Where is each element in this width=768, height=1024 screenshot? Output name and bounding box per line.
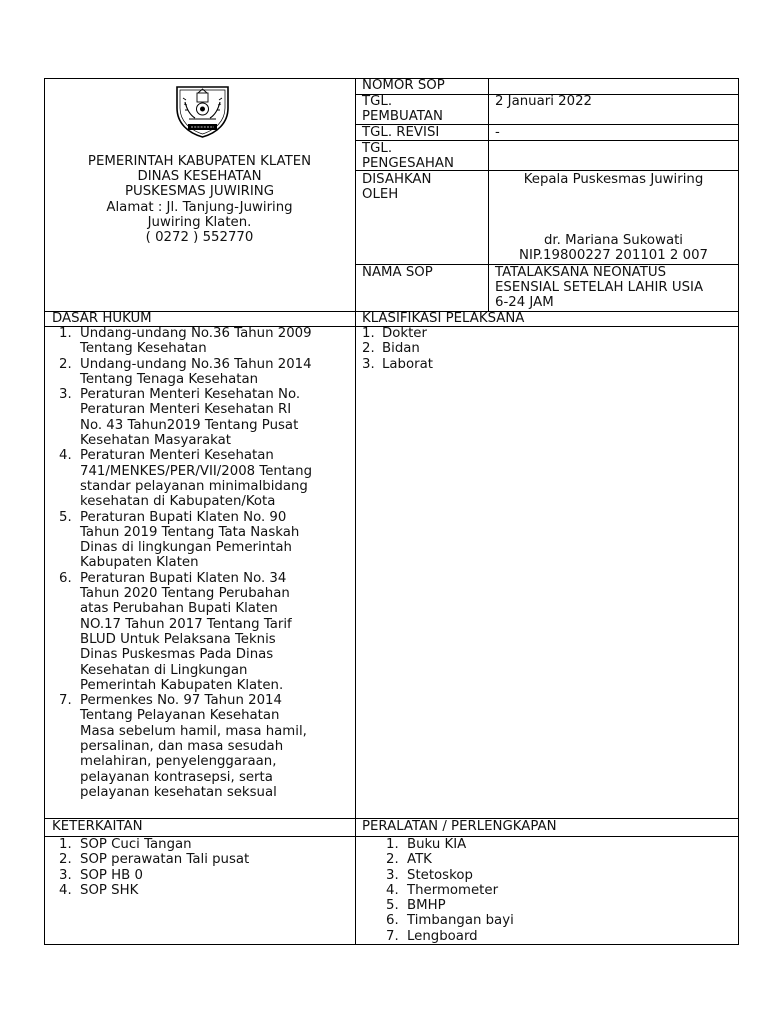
list-item bbox=[386, 852, 514, 867]
list-item-line: persalinan, dan masa sesudah bbox=[80, 739, 284, 755]
list-item bbox=[59, 837, 249, 852]
klasifikasi-list bbox=[362, 326, 433, 372]
list-item-line: Undang-undang No.36 Tahun 2014 bbox=[80, 356, 312, 372]
list-item-line: Kesehatan di Lingkungan bbox=[80, 662, 248, 678]
list-item-line: Kesehatan Masyarakat bbox=[80, 433, 231, 449]
signer-name: dr. Mariana Sukowati bbox=[543, 233, 684, 248]
list-item bbox=[386, 868, 514, 883]
list-item-number: 6. bbox=[386, 913, 399, 929]
list-item-number: 4. bbox=[59, 448, 72, 464]
government-name: PEMERINTAH KABUPATEN KLATEN bbox=[87, 154, 312, 169]
list-item-line: Peraturan Bupati Klaten No. 90 bbox=[80, 509, 287, 525]
list-item-line: pelayanan kontrasepsi, serta bbox=[80, 769, 273, 785]
list-item bbox=[386, 929, 514, 944]
list-item-number: 7. bbox=[59, 693, 72, 709]
tgl-revisi-label: TGL. REVISI bbox=[362, 125, 440, 140]
list-item bbox=[386, 837, 514, 852]
list-item-number: 3. bbox=[59, 387, 72, 403]
list-item-number: 4. bbox=[386, 882, 399, 898]
list-item bbox=[59, 387, 312, 448]
keterkaitan-list bbox=[59, 837, 249, 898]
meta-label-divider bbox=[488, 78, 489, 311]
kabupaten-emblem-logo bbox=[173, 84, 232, 138]
list-item-number: 7. bbox=[386, 928, 399, 944]
list-item-line: Stetoskop bbox=[407, 867, 473, 883]
list-item-line: BMHP bbox=[407, 898, 446, 914]
list-item-line: SOP perawatan Tali pusat bbox=[80, 852, 250, 868]
address-line-1: Alamat : Jl. Tanjung-Juwiring bbox=[106, 200, 293, 215]
table-center-divider bbox=[355, 78, 356, 945]
list-item-number: 3. bbox=[386, 867, 399, 883]
list-item bbox=[386, 898, 514, 913]
list-item-line: Peraturan Bupati Klaten No. 34 bbox=[80, 570, 287, 586]
list-item-number: 6. bbox=[59, 570, 72, 586]
list-item bbox=[386, 913, 514, 928]
list-item-number: 1. bbox=[362, 326, 375, 341]
list-item-line: Kabupaten Klaten bbox=[80, 555, 199, 571]
list-item-line: Thermometer bbox=[407, 882, 499, 898]
list-item bbox=[59, 693, 312, 800]
disahkan-label: DISAHKAN bbox=[362, 172, 432, 187]
list-item-line: standar pelayanan minimalbidang bbox=[80, 478, 308, 494]
list-item-number: 2. bbox=[59, 356, 72, 372]
tgl-pembuatan-label: TGL. bbox=[362, 94, 393, 109]
address-line-2: Juwiring Klaten. bbox=[147, 215, 252, 230]
tgl-pembuatan-value: 2 Januari 2022 bbox=[495, 94, 592, 109]
list-item bbox=[386, 883, 514, 898]
list-item-line: Lengboard bbox=[407, 928, 478, 944]
list-item bbox=[59, 326, 312, 357]
list-item bbox=[59, 448, 312, 509]
list-item-line: Permenkes No. 97 Tahun 2014 bbox=[80, 693, 282, 709]
list-item-line: Pemerintah Kabupaten Klaten. bbox=[80, 677, 284, 693]
tgl-revisi-value: - bbox=[495, 125, 500, 140]
list-item-line: No. 43 Tahun2019 Tentang Pusat bbox=[80, 417, 299, 433]
peralatan-list bbox=[386, 837, 514, 944]
list-item-line: Peraturan Menteri Kesehatan RI bbox=[80, 402, 292, 418]
list-item bbox=[59, 868, 249, 883]
list-item-line: Buku KIA bbox=[407, 837, 467, 852]
list-item-number: 4. bbox=[59, 882, 72, 898]
list-item-line: Bidan bbox=[382, 341, 420, 357]
signer-title: Kepala Puskesmas Juwiring bbox=[523, 172, 704, 187]
list-item-number: 5. bbox=[386, 898, 399, 914]
list-item-number: 3. bbox=[362, 356, 375, 372]
list-item-line: Tahun 2020 Tentang Perubahan bbox=[80, 586, 290, 602]
list-item-line: Undang-undang No.36 Tahun 2009 bbox=[80, 326, 312, 341]
list-item-line: pelayanan kesehatan seksual bbox=[80, 784, 277, 800]
list-item-line: Laborat bbox=[382, 356, 433, 372]
list-item-line: Masa sebelum hamil, masa hamil, bbox=[80, 723, 307, 739]
list-item bbox=[59, 357, 312, 388]
list-item-number: 1. bbox=[59, 837, 72, 852]
tgl-pengesahan-label-2: PENGESAHAN bbox=[362, 156, 454, 171]
list-item-line: SOP HB 0 bbox=[80, 867, 143, 883]
list-item-line: BLUD Untuk Pelaksana Teknis bbox=[80, 631, 276, 647]
list-item-line: atas Perubahan Bupati Klaten bbox=[80, 601, 278, 617]
list-item-number: 1. bbox=[59, 326, 72, 341]
table-right-border bbox=[738, 78, 739, 945]
list-item bbox=[362, 341, 433, 356]
list-item-line: kesehatan di Kabupaten/Kota bbox=[80, 494, 276, 510]
list-item-number: 2. bbox=[386, 852, 399, 868]
list-item-line: SOP Cuci Tangan bbox=[80, 837, 192, 852]
list-item-line: Tentang Kesehatan bbox=[80, 341, 207, 357]
list-item-line: Tentang Pelayanan Kesehatan bbox=[80, 708, 280, 724]
table-bottom-border bbox=[44, 944, 739, 945]
list-item bbox=[362, 326, 433, 341]
list-item bbox=[362, 357, 433, 372]
nama-sop-line-1: TATALAKSANA NEONATUS bbox=[495, 265, 667, 280]
list-item-line: Tentang Tenaga Kesehatan bbox=[80, 371, 259, 387]
list-item bbox=[59, 510, 312, 571]
list-item-line: Timbangan bayi bbox=[407, 913, 514, 929]
dasar-hukum-list bbox=[59, 326, 312, 800]
nama-sop-line-3: 6-24 JAM bbox=[495, 295, 554, 310]
puskesmas-name: PUSKESMAS JUWIRING bbox=[124, 184, 275, 199]
list-item-line: Dinas di lingkungan Pemerintah bbox=[80, 540, 292, 556]
nomor-sop-label: NOMOR SOP bbox=[362, 78, 445, 93]
list-item bbox=[59, 883, 249, 898]
list-item-line: melahiran, penyelenggaraan, bbox=[80, 754, 277, 770]
list-item-line: Peraturan Menteri Kesehatan bbox=[80, 448, 274, 464]
list-item-line: Tahun 2019 Tentang Tata Naskah bbox=[80, 524, 300, 540]
dasar-hukum-heading: DASAR HUKUM bbox=[52, 311, 152, 326]
nama-sop-label: NAMA SOP bbox=[362, 265, 433, 280]
list-item-number: 3. bbox=[59, 867, 72, 883]
tgl-pembuatan-label-2: PEMBUATAN bbox=[362, 109, 443, 124]
list-item-line: Peraturan Menteri Kesehatan No. bbox=[80, 387, 301, 403]
list-item-line: Dokter bbox=[382, 326, 427, 341]
list-item-line: SOP SHK bbox=[80, 882, 139, 898]
list-item-number: 5. bbox=[59, 509, 72, 525]
list-item-number: 2. bbox=[362, 341, 375, 357]
list-item-line: ATK bbox=[407, 852, 432, 868]
klasifikasi-heading: KLASIFIKASI PELAKSANA bbox=[362, 311, 525, 326]
peralatan-heading: PERALATAN / PERLENGKAPAN bbox=[362, 819, 557, 834]
list-item-line: NO.17 Tahun 2017 Tentang Tarif bbox=[80, 616, 292, 632]
list-item-number: 2. bbox=[59, 852, 72, 868]
tgl-pengesahan-label: TGL. bbox=[362, 141, 393, 156]
list-item-number: 1. bbox=[386, 837, 399, 852]
disahkan-label-2: OLEH bbox=[362, 187, 399, 202]
list-item-line: 741/MENKES/PER/VII/2008 Tentang bbox=[80, 463, 313, 479]
department-name: DINAS KESEHATAN bbox=[137, 169, 262, 184]
keterkaitan-heading: KETERKAITAN bbox=[52, 819, 143, 834]
phone-number: ( 0272 ) 552770 bbox=[145, 230, 254, 245]
list-item bbox=[59, 852, 249, 867]
signer-nip: NIP.19800227 201101 2 007 bbox=[519, 248, 708, 263]
list-item bbox=[59, 571, 312, 693]
list-item-line: Dinas Puskesmas Pada Dinas bbox=[80, 647, 274, 663]
nama-sop-line-2: ESENSIAL SETELAH LAHIR USIA bbox=[495, 280, 704, 295]
